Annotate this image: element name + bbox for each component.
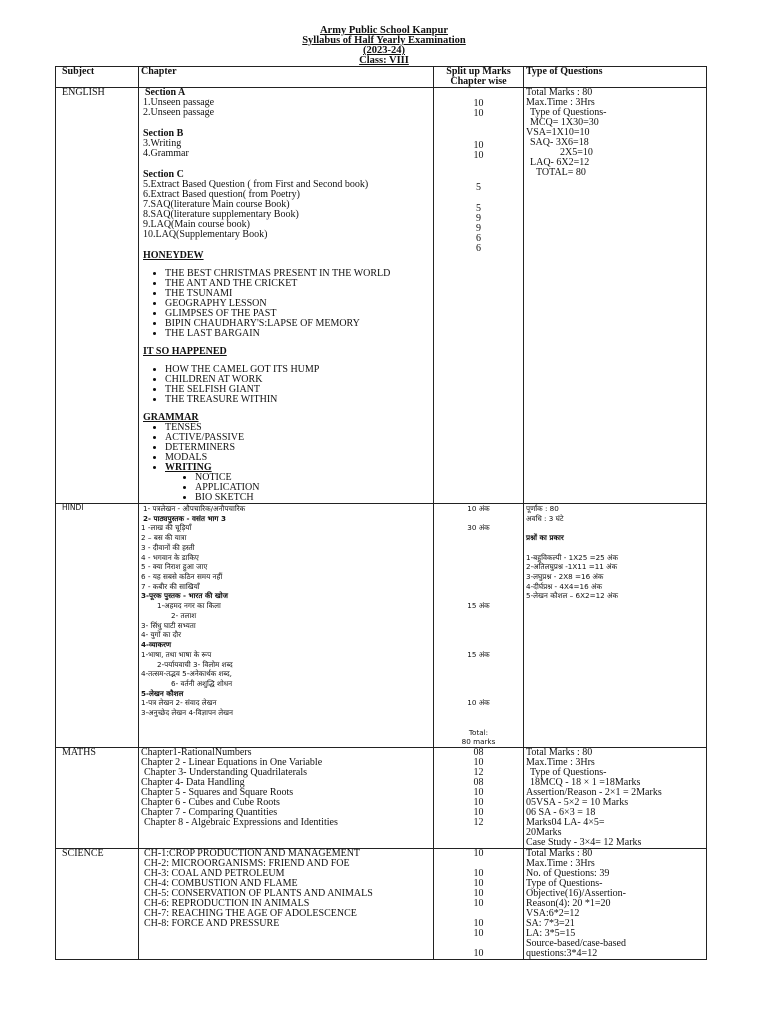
maths-chapters — [139, 747, 434, 848]
hindi-total-value: 80 marks — [461, 737, 496, 747]
list-item: • THE BEST CHRISTMAS PRESENT IN THE WORLD — [165, 269, 431, 279]
list-item: • BIO SKETCH — [195, 493, 431, 503]
type-line: प्रश्नों का प्रकार — [526, 533, 564, 543]
type-line: 05VSA - 5×2 = 10 Marks — [526, 796, 629, 808]
list-item: • BIPIN CHAUDHARY'S:LAPSE OF MEMORY — [165, 319, 431, 329]
mark-value: 10 अंक — [467, 504, 490, 513]
list-item: 6.Extract Based question( from Poetry) — [143, 189, 300, 200]
maths-marks — [434, 747, 524, 848]
hindi-marks — [434, 504, 524, 748]
mark-value: 30 अंक — [467, 523, 490, 533]
english-row — [56, 88, 707, 504]
list-item: Chapter 3- Understanding Quadrilaterals — [144, 766, 308, 778]
list-item: Chapter 7 - Comparing Quantities — [141, 806, 278, 818]
list-item: • APPLICATION — [195, 483, 431, 493]
mark-value: 9 — [476, 223, 481, 234]
type-line: VSA=1X10=10 — [526, 127, 590, 138]
list-item: • MODALS — [165, 453, 431, 463]
list-item: • THE ANT AND THE CRICKET — [165, 279, 431, 289]
type-line: 4-दीर्घप्रश्न - 4X4=16 अंक — [526, 581, 602, 591]
type-line: 20Marks — [526, 826, 562, 838]
hindi-chapters — [139, 504, 434, 748]
mark-value: 10 — [473, 140, 484, 151]
type-line: Max.Time : 3Hrs — [526, 756, 595, 768]
english-chapters — [139, 88, 434, 504]
hindi-question-types — [524, 504, 707, 748]
list-item: 1- पत्रलेखन - औपचारिक/अनौपचारिक — [143, 504, 246, 513]
list-item: 4- युगों का दौर — [141, 630, 182, 640]
list-item: 8.SAQ(literature supplementary Book) — [143, 209, 299, 220]
table-header-row — [56, 67, 707, 88]
list-item: 5 - क्या निराश हुआ जाए — [141, 562, 208, 572]
list-item: • DETERMINERS — [165, 443, 431, 453]
list-item: 1.Unseen passage — [143, 97, 215, 108]
type-line: Total Marks : 80 — [526, 87, 593, 98]
section-title: Section A — [145, 87, 186, 98]
mark-value: 15 अंक — [467, 649, 490, 659]
type-line: Max.Time : 3Hrs — [526, 97, 595, 108]
science-marks — [434, 848, 524, 959]
list-item: CH-2: MICROORGANISMS: FRIEND AND FOE — [144, 857, 350, 869]
list-item: • NOTICE — [195, 473, 431, 483]
list-item: CH-8: FORCE AND PRESSURE — [144, 917, 280, 929]
list-item: 4-तत्सम-तद्भव 5-अनेकार्थक शब्द, — [141, 669, 232, 679]
list-item: • THE SELFISH GIANT — [165, 385, 431, 395]
mark-value: 10 — [473, 150, 484, 161]
list-item: 1-अहमद नगर का किला — [157, 601, 221, 611]
english-question-types — [524, 88, 707, 504]
mark-value: 10 — [473, 887, 484, 899]
type-line: Case Study - 3×4= 12 Marks — [526, 836, 642, 848]
list-item: 4-व्याकरण — [141, 640, 172, 650]
list-item: • THE TREASURE WITHIN — [165, 395, 431, 405]
school-name: Army Public School Kanpur — [319, 25, 449, 36]
mark-value: 10 — [473, 877, 484, 889]
hindi-total-label: Total: — [468, 727, 489, 737]
list-item: 5-लेखन कौशल — [141, 688, 184, 698]
type-line: LA: 3*5=15 — [526, 927, 576, 939]
list-item: 1-पत्र लेखन 2- संवाद लेखन — [141, 698, 217, 708]
mark-value: 6 — [476, 243, 481, 254]
header-question-types: Type of Questions — [524, 67, 707, 88]
type-line: 3-लघुप्रश्न - 2X8 =16 अंक — [526, 572, 604, 582]
list-item: • THE TSUNAMI — [165, 289, 431, 299]
section-title: Section B — [143, 128, 184, 139]
type-line: 2-अतिलघुप्रश्न -1X11 =11 अंक — [526, 562, 618, 572]
mark-value: 10 अंक — [467, 698, 490, 708]
type-line: MCQ= 1X30=30 — [530, 117, 599, 128]
list-item: 6- वर्तनी अशुद्धि शोधन — [171, 678, 233, 688]
list-item: 7 - कबीर की साखियाँ — [141, 581, 200, 591]
mark-value: 10 — [473, 897, 484, 909]
type-line: Reason(4): 20 *1=20 — [526, 897, 611, 909]
mark-value: 08 — [473, 746, 484, 758]
syllabus-table — [55, 66, 707, 960]
list-item: 6 - यह सबसे कठिन समय नहीं — [141, 572, 223, 582]
list-item: 3-अनुच्छेद लेखन 4-विज्ञापन लेखन — [141, 708, 234, 718]
header-subject: Subject — [56, 67, 139, 88]
header-marks: Split up Marks Chapter wise — [434, 67, 524, 88]
honeydew-list — [143, 269, 431, 339]
list-item: 3 - दीवानों की हस्ती — [141, 542, 195, 552]
type-line: SA: 7*3=21 — [526, 917, 575, 929]
type-line: Source-based/case-based — [526, 937, 626, 949]
list-item — [165, 463, 431, 503]
header-chapter: Chapter — [139, 67, 434, 88]
type-line: 18MCQ - 18 × 1 =18Marks — [530, 776, 641, 788]
type-line: VSA:6*2=12 — [526, 907, 580, 919]
type-line: questions:3*4=12 — [526, 947, 598, 959]
list-item: CH-7: REACHING THE AGE OF ADOLESCENCE — [144, 907, 357, 919]
mark-value: 15 अंक — [467, 601, 490, 611]
mark-value: 9 — [476, 213, 481, 224]
type-line: TOTAL= 80 — [536, 167, 586, 178]
subject-english: ENGLISH — [56, 88, 139, 504]
writing-list — [165, 473, 431, 503]
type-line: LAQ- 6X2=12 — [530, 157, 590, 168]
list-item: Chapter 4- Data Handling — [141, 776, 245, 788]
mark-value: 10 — [473, 796, 484, 808]
type-line: Marks04 LA- 4×5= — [526, 816, 605, 828]
mark-value: 10 — [473, 806, 484, 818]
list-item: • GEOGRAPHY LESSON — [165, 299, 431, 309]
list-item: • GLIMPSES OF THE PAST — [165, 309, 431, 319]
honeydew-title: HONEYDEW — [143, 250, 204, 261]
subject-hindi: HINDI — [56, 504, 139, 748]
mark-value: 10 — [473, 98, 484, 109]
list-item: 9.LAQ(Main course book) — [143, 219, 250, 230]
list-item: Chapter 8 - Algebraic Expressions and Identities — [144, 816, 338, 828]
hindi-row — [56, 504, 707, 748]
list-item: Chapter 2 - Linear Equations in One Variable — [141, 756, 323, 768]
list-item: 7.SAQ(literature Main course Book) — [143, 199, 290, 210]
mark-value: 10 — [473, 947, 484, 959]
english-marks — [434, 88, 524, 504]
list-item: • CHILDREN AT WORK — [165, 375, 431, 385]
list-item: 4 - भगवान के डाकिए — [141, 552, 199, 562]
list-item: 3- सिंधु घाटी सभ्यता — [141, 620, 196, 630]
type-line: अवधि : 3 घंटे — [526, 513, 564, 523]
type-line: Total Marks : 80 — [526, 746, 593, 758]
it-so-happened-list — [143, 365, 431, 405]
exam-title: Syllabus of Half Yearly Examination — [302, 35, 466, 46]
list-item: • TENSES — [165, 423, 431, 433]
list-item: 10.LAQ(Supplementary Book) — [143, 229, 268, 240]
mark-value: 10 — [473, 867, 484, 879]
list-item: 1 -लाख की चूड़ियाँ — [141, 523, 192, 533]
list-item: 5.Extract Based Question ( from First and Second book) — [143, 179, 369, 190]
type-line: Assertion/Reason - 2×1 = 2Marks — [526, 786, 662, 798]
mark-value: 5 — [476, 182, 481, 193]
list-item: Chapter 6 - Cubes and Cube Roots — [141, 796, 280, 808]
list-item: • ACTIVE/PASSIVE — [165, 433, 431, 443]
mark-value: 08 — [473, 776, 484, 788]
mark-value: 12 — [473, 816, 484, 828]
list-item: 3-पूरक पुस्तक - भारत की खोज — [141, 591, 228, 601]
grammar-title: GRAMMAR — [143, 412, 199, 423]
mark-value: 10 — [473, 917, 484, 929]
type-line: Objective(16)/Assertion- — [526, 887, 626, 899]
list-item: 3.Writing — [143, 138, 182, 149]
list-item: 2- पाठ्यपुस्तक - वसंत भाग 3 — [143, 513, 226, 523]
list-item: CH-1:CROP PRODUCTION AND MANAGEMENT — [144, 847, 361, 859]
list-item: CH-4: COMBUSTION AND FLAME — [144, 877, 298, 889]
subject-science: SCIENCE — [56, 848, 139, 959]
type-line: 1-बहुविकल्पी - 1X25 =25 अंक — [526, 552, 619, 562]
list-item: 4.Grammar — [143, 148, 189, 159]
mark-value: 10 — [473, 786, 484, 798]
type-line: Type of Questions- — [530, 766, 607, 778]
it-so-happened-title: IT SO HAPPENED — [143, 346, 227, 357]
list-item: CH-3: COAL AND PETROLEUM — [144, 867, 285, 879]
list-item: 1-भाषा, तथा भाषा के रूप — [141, 649, 212, 659]
list-item: • THE LAST BARGAIN — [165, 329, 431, 339]
mark-value: 5 — [476, 203, 481, 214]
mark-value: 10 — [473, 927, 484, 939]
science-row — [56, 848, 707, 959]
list-item: 2 – बस की यात्रा — [141, 533, 187, 543]
science-chapters — [139, 848, 434, 959]
list-item: 2.Unseen passage — [143, 107, 215, 118]
mark-value: 10 — [473, 108, 484, 119]
subject-maths: MATHS — [56, 747, 139, 848]
type-line: 5-लेखन कौशल – 6X2=12 अंक — [526, 591, 619, 601]
type-line: Type of Questions- — [530, 107, 607, 118]
mark-value: 12 — [473, 766, 484, 778]
mark-value: 10 — [473, 756, 484, 768]
type-line: No. of Questions: 39 — [526, 867, 610, 879]
maths-row — [56, 747, 707, 848]
session: (2023-24) — [363, 45, 405, 56]
section-title: Section C — [143, 169, 184, 180]
list-item: Chapter 5 - Squares and Square Roots — [141, 786, 294, 798]
type-line: पूर्णांक : 80 — [526, 504, 559, 513]
list-item: CH-6: REPRODUCTION IN ANIMALS — [144, 897, 310, 909]
mark-value: 6 — [476, 233, 481, 244]
writing-title: WRITING — [165, 462, 212, 473]
grammar-list — [143, 423, 431, 503]
list-item: CH-5: CONSERVATION OF PLANTS AND ANIMALS — [144, 887, 373, 899]
type-line: Type of Questions- — [526, 877, 603, 889]
class-label: Class: VIII — [359, 55, 409, 66]
list-item: 2- तलाश — [171, 610, 197, 620]
type-line: 2X5=10 — [560, 147, 593, 158]
type-line: 06 SA - 6×3 = 18 — [526, 806, 596, 818]
type-line: Max.Time : 3Hrs — [526, 857, 595, 869]
list-item: • HOW THE CAMEL GOT ITS HUMP — [165, 365, 431, 375]
type-line: Total Marks : 80 — [526, 847, 593, 859]
science-question-types — [524, 848, 707, 959]
maths-question-types — [524, 747, 707, 848]
mark-value: 10 — [473, 847, 484, 859]
list-item: Chapter1-RationalNumbers — [141, 746, 252, 758]
list-item: 2-पर्यायवाची 3- विलोम शब्द — [157, 659, 233, 669]
type-line: SAQ- 3X6=18 — [530, 137, 589, 148]
